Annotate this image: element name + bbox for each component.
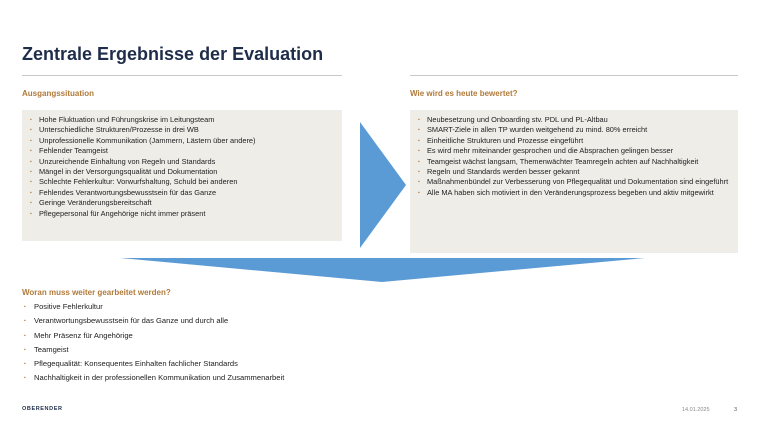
list-item: ▪ SMART-Ziele in allen TP wurden weitgehend zu mind. 80% erreicht bbox=[416, 125, 732, 135]
list-item: ▪ Unprofessionelle Kommunikation (Jammern, Lästern über andere) bbox=[28, 136, 336, 146]
footer-date: 14.01.2025 bbox=[682, 407, 710, 413]
right-section-box bbox=[410, 110, 738, 253]
list-item: ▪ Mehr Präsenz für Angehörige bbox=[22, 329, 284, 343]
company-logo: OBERENDER bbox=[22, 406, 63, 412]
arrow-right-icon bbox=[360, 122, 406, 248]
list-item: ▪ Fehlendes Verantwortungsbewusstsein für das Ganze bbox=[28, 188, 336, 198]
list-item: ▪ Einheitliche Strukturen und Prozesse eingeführt bbox=[416, 136, 732, 146]
left-section-heading: Ausgangssituation bbox=[22, 89, 95, 98]
left-section-box bbox=[22, 110, 342, 241]
list-item: ▪ Positive Fehlerkultur bbox=[22, 300, 284, 314]
page-number: 3 bbox=[734, 407, 738, 413]
list-item: ▪ Schlechte Fehlerkultur: Vorwurfshaltung, Schuld bei anderen bbox=[28, 177, 336, 187]
right-section-heading: Wie wird es heute bewertet? bbox=[410, 89, 518, 98]
bottom-section-list bbox=[22, 300, 284, 386]
list-item: ▪ Teamgeist wächst langsam, Themenwächter Teamregeln achten auf Nachhaltigkeit bbox=[416, 157, 732, 167]
list-item: ▪ Alle MA haben sich motiviert in den Veränderungsprozess begeben und aktiv mitgewirkt bbox=[416, 188, 732, 198]
list-item: ▪ Neubesetzung und Onboarding stv. PDL und PL-Altbau bbox=[416, 115, 732, 125]
list-item: ▪ Es wird mehr miteinander gesprochen und die Absprachen gelingen besser bbox=[416, 146, 732, 156]
list-item: ▪ Fehlender Teamgeist bbox=[28, 146, 336, 156]
list-item: ▪ Geringe Veränderungsbereitschaft bbox=[28, 198, 336, 208]
list-item: ▪ Mängel in der Versorgungsqualität und Dokumentation bbox=[28, 167, 336, 177]
right-divider bbox=[410, 75, 738, 76]
list-item: ▪ Pflegepersonal für Angehörige nicht immer präsent bbox=[28, 209, 336, 219]
list-item: ▪ Unterschiedliche Strukturen/Prozesse in drei WB bbox=[28, 125, 336, 135]
list-item: ▪ Maßnahmenbündel zur Verbesserung von Pflegequalität und Dokumentation sind eingeführt bbox=[416, 177, 732, 187]
left-section-list bbox=[28, 115, 336, 219]
list-item: ▪ Pflegequalität: Konsequentes Einhalten fachlicher Standards bbox=[22, 357, 284, 371]
list-item: ▪ Nachhaltigkeit in der professionellen Kommunikation und Zusammenarbeit bbox=[22, 371, 284, 385]
arrow-down-icon bbox=[120, 258, 645, 282]
right-section-list bbox=[416, 115, 732, 198]
list-item: ▪ Regeln und Standards werden besser gekannt bbox=[416, 167, 732, 177]
page-title: Zentrale Ergebnisse der Evaluation bbox=[22, 44, 324, 64]
left-divider bbox=[22, 75, 342, 76]
list-item: ▪ Unzureichende Einhaltung von Regeln und Standards bbox=[28, 157, 336, 167]
list-item: ▪ Verantwortungsbewusstsein für das Ganze und durch alle bbox=[22, 314, 284, 328]
list-item: ▪ Hohe Fluktuation und Führungskrise im Leitungsteam bbox=[28, 115, 336, 125]
list-item: ▪ Teamgeist bbox=[22, 343, 284, 357]
bottom-section-heading: Woran muss weiter gearbeitet werden? bbox=[22, 288, 171, 297]
